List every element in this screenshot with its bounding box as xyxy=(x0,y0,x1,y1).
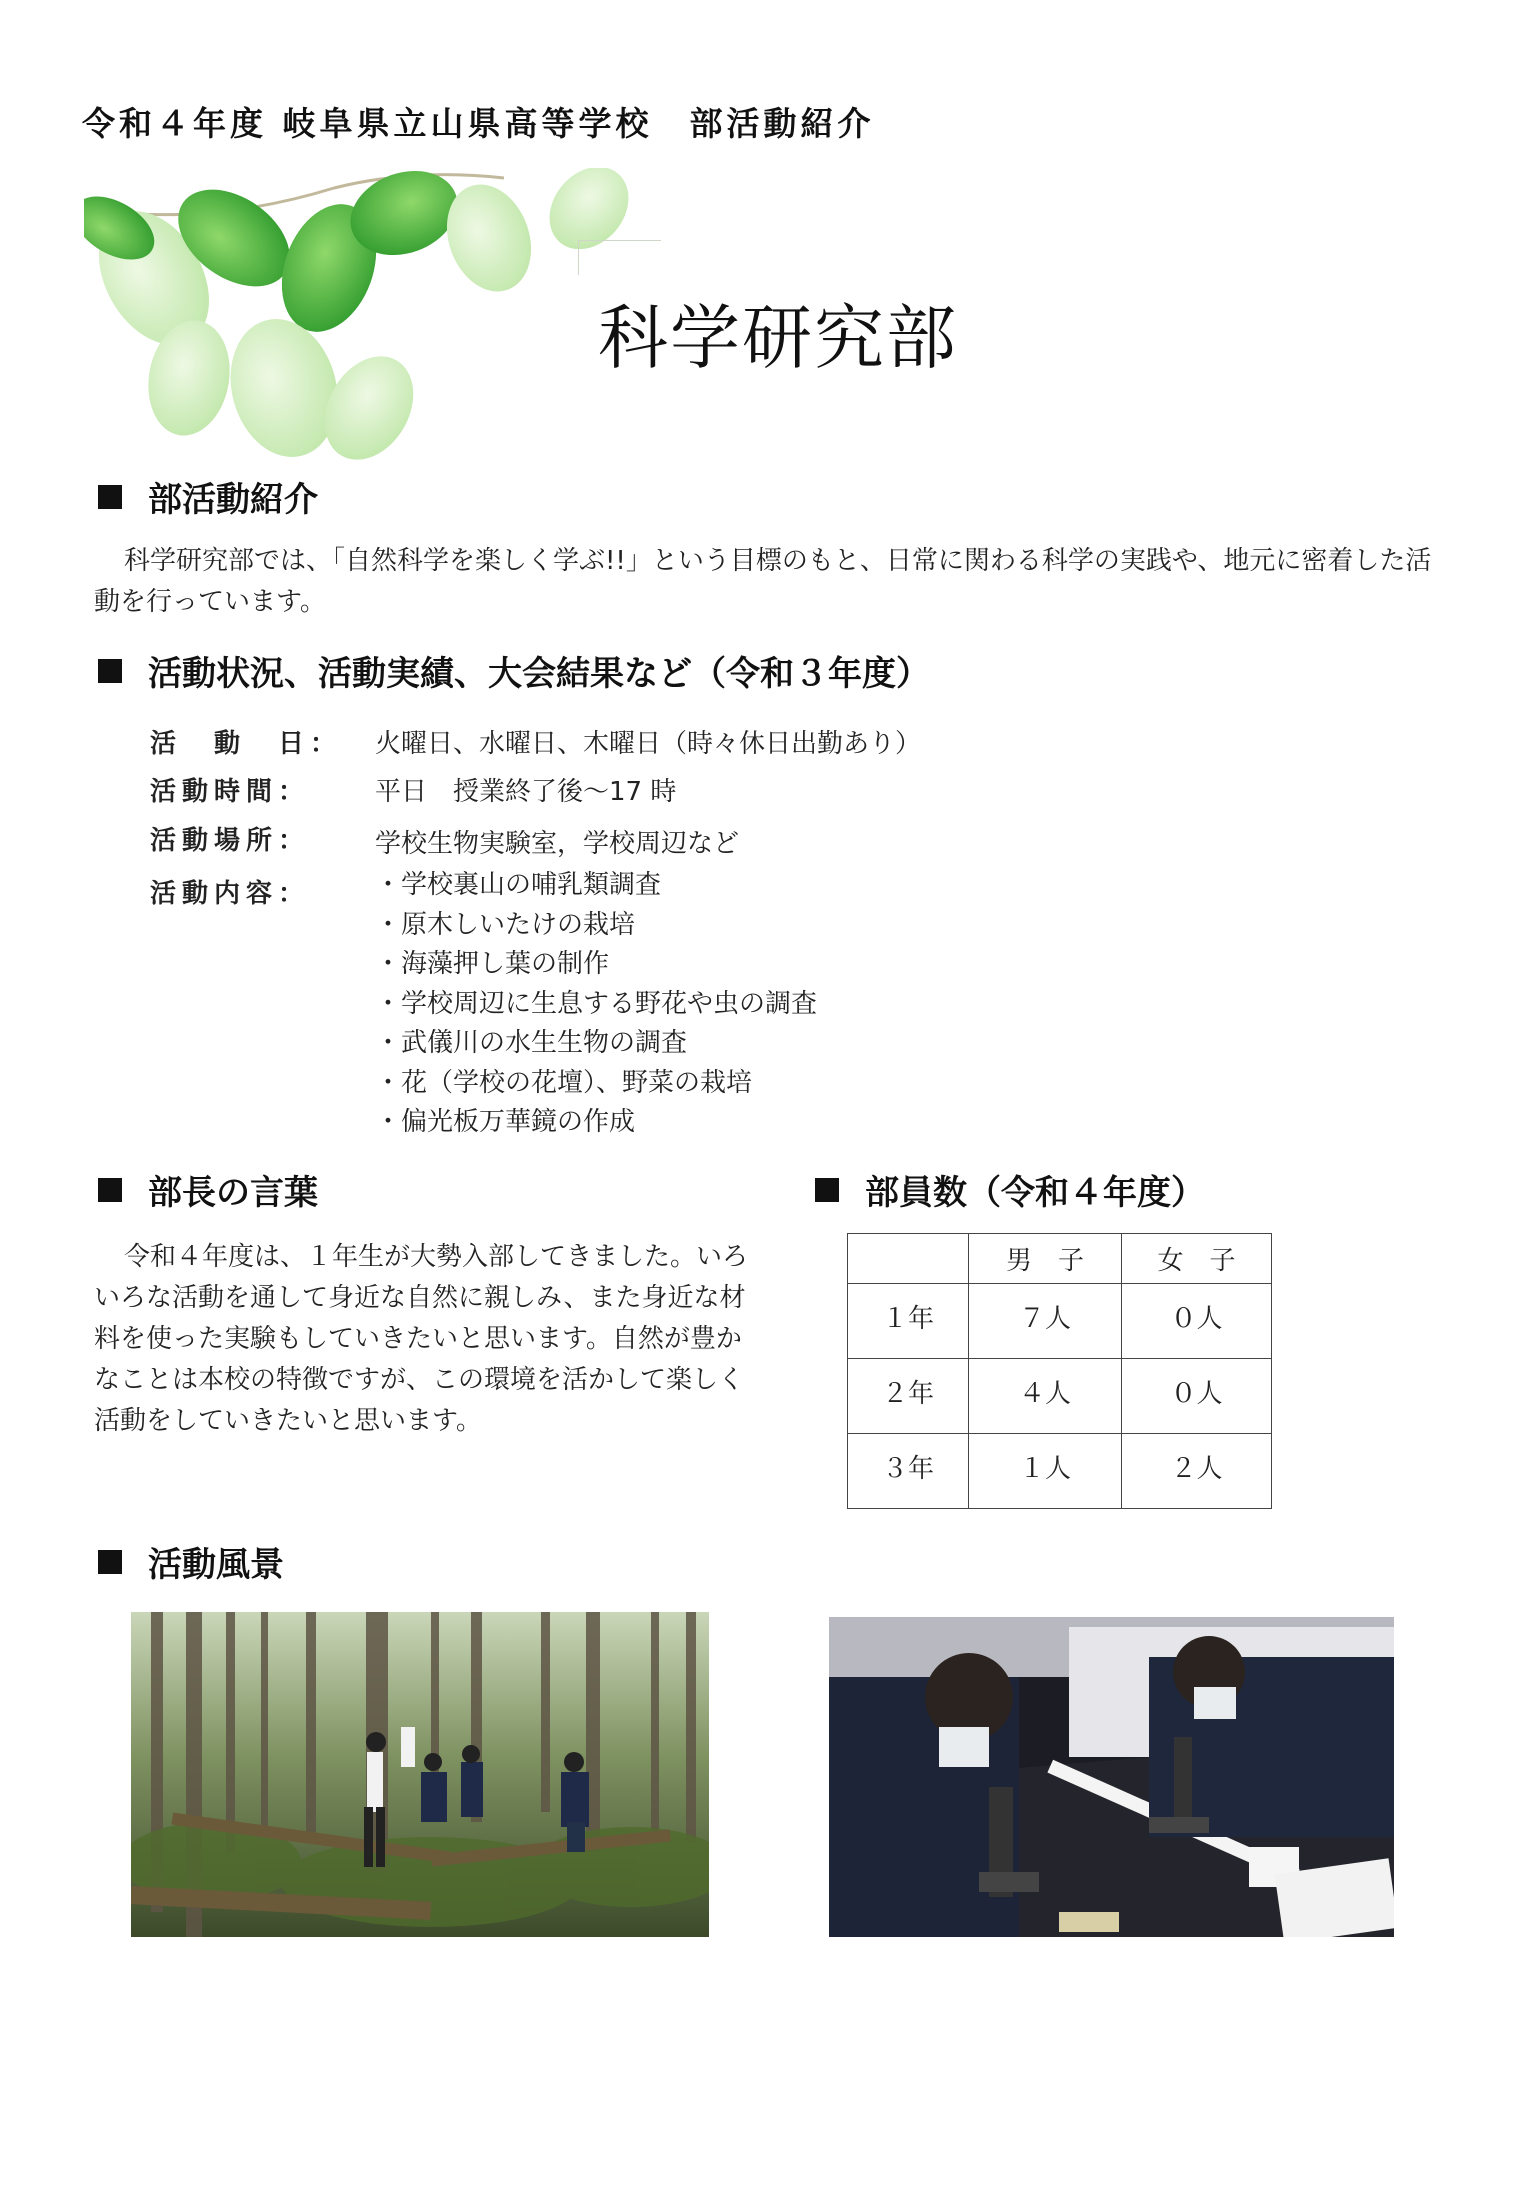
place-label: 活動場所： xyxy=(150,826,311,856)
girls-cell: ０人 xyxy=(1122,1359,1272,1434)
content-list xyxy=(375,866,817,1143)
members-heading-text: 部員数（令和４年度） xyxy=(865,1173,1205,1213)
content-label: 活動内容： xyxy=(150,879,311,909)
empty-header-cell xyxy=(848,1234,969,1284)
time-value: 平日 授業終了後～17 時 xyxy=(375,777,677,807)
days-value: 火曜日、水曜日、木曜日（時々休日出勤あり） xyxy=(375,729,922,759)
table-row xyxy=(848,1284,1272,1359)
place-value: 学校生物実験室，学校周辺など xyxy=(375,829,740,859)
girls-cell: ０人 xyxy=(1122,1284,1272,1359)
captain-text: 令和４年度は、１年生が大勢入部してきました。いろいろな活動を通して身近な自然に親しみ、また身近な材料を使った実験もしていきたいと思います。自然が豊かなことは本校の特徴ですが、この環境を活かして楽しく活動をしていきたいと思います。 xyxy=(94,1242,749,1436)
content-item: ・偏光板万華鏡の作成 xyxy=(375,1107,636,1137)
scenes-heading xyxy=(98,1537,284,1586)
activity-heading xyxy=(98,646,930,695)
forest-survey-photo xyxy=(131,1612,709,1937)
content-item: ・武儀川の水生生物の調査 xyxy=(375,1028,688,1058)
boys-cell: ７人 xyxy=(969,1284,1122,1359)
content-item: ・学校裏山の哺乳類調査 xyxy=(375,870,662,900)
girls-header: 女 子 xyxy=(1122,1234,1272,1284)
club-title: 科学研究部 xyxy=(598,297,958,379)
days-label: 活 動 日： xyxy=(150,729,343,759)
leaves-decoration xyxy=(84,168,684,468)
grade-cell: ２年 xyxy=(848,1359,969,1434)
content-item: ・原木しいたけの栽培 xyxy=(375,909,636,940)
table-header-row xyxy=(848,1234,1272,1284)
page-header: 令和４年度 岐阜県立山県高等学校 部活動紹介 xyxy=(82,104,875,143)
square-bullet-icon xyxy=(98,659,122,683)
grade-cell: １年 xyxy=(848,1284,969,1359)
intro-text: 科学研究部では、「自然科学を楽しく学ぶ!!」という目標のもと、日常に関わる科学の実践や、地元に密着した活動を行っています。 xyxy=(94,546,1432,617)
girls-cell: ２人 xyxy=(1122,1434,1272,1509)
intro-heading xyxy=(98,472,318,521)
captain-heading xyxy=(98,1165,318,1214)
square-bullet-icon xyxy=(815,1178,839,1202)
square-bullet-icon xyxy=(98,1550,122,1574)
members-heading xyxy=(815,1165,1205,1214)
table-row xyxy=(848,1359,1272,1434)
intro-heading-text: 部活動紹介 xyxy=(148,480,318,520)
content-item: ・海藻押し葉の制作 xyxy=(375,949,610,979)
content-item: ・花（学校の花壇）、野菜の栽培 xyxy=(375,1067,753,1098)
boys-cell: １人 xyxy=(969,1434,1122,1509)
activity-heading-text: 活動状況、活動実績、大会結果など（令和３年度） xyxy=(148,654,930,694)
boys-header: 男 子 xyxy=(969,1234,1122,1284)
content-item: ・学校周辺に生息する野花や虫の調査 xyxy=(375,988,818,1019)
square-bullet-icon xyxy=(98,1178,122,1202)
microscope-lab-photo xyxy=(829,1617,1394,1937)
members-table xyxy=(847,1233,1272,1509)
time-label: 活動時間： xyxy=(150,777,311,807)
captain-heading-text: 部長の言葉 xyxy=(148,1173,318,1213)
table-row xyxy=(848,1434,1272,1509)
boys-cell: ４人 xyxy=(969,1359,1122,1434)
title-frame-decoration xyxy=(578,240,661,275)
square-bullet-icon xyxy=(98,485,122,509)
scenes-heading-text: 活動風景 xyxy=(148,1545,284,1585)
grade-cell: ３年 xyxy=(848,1434,969,1509)
